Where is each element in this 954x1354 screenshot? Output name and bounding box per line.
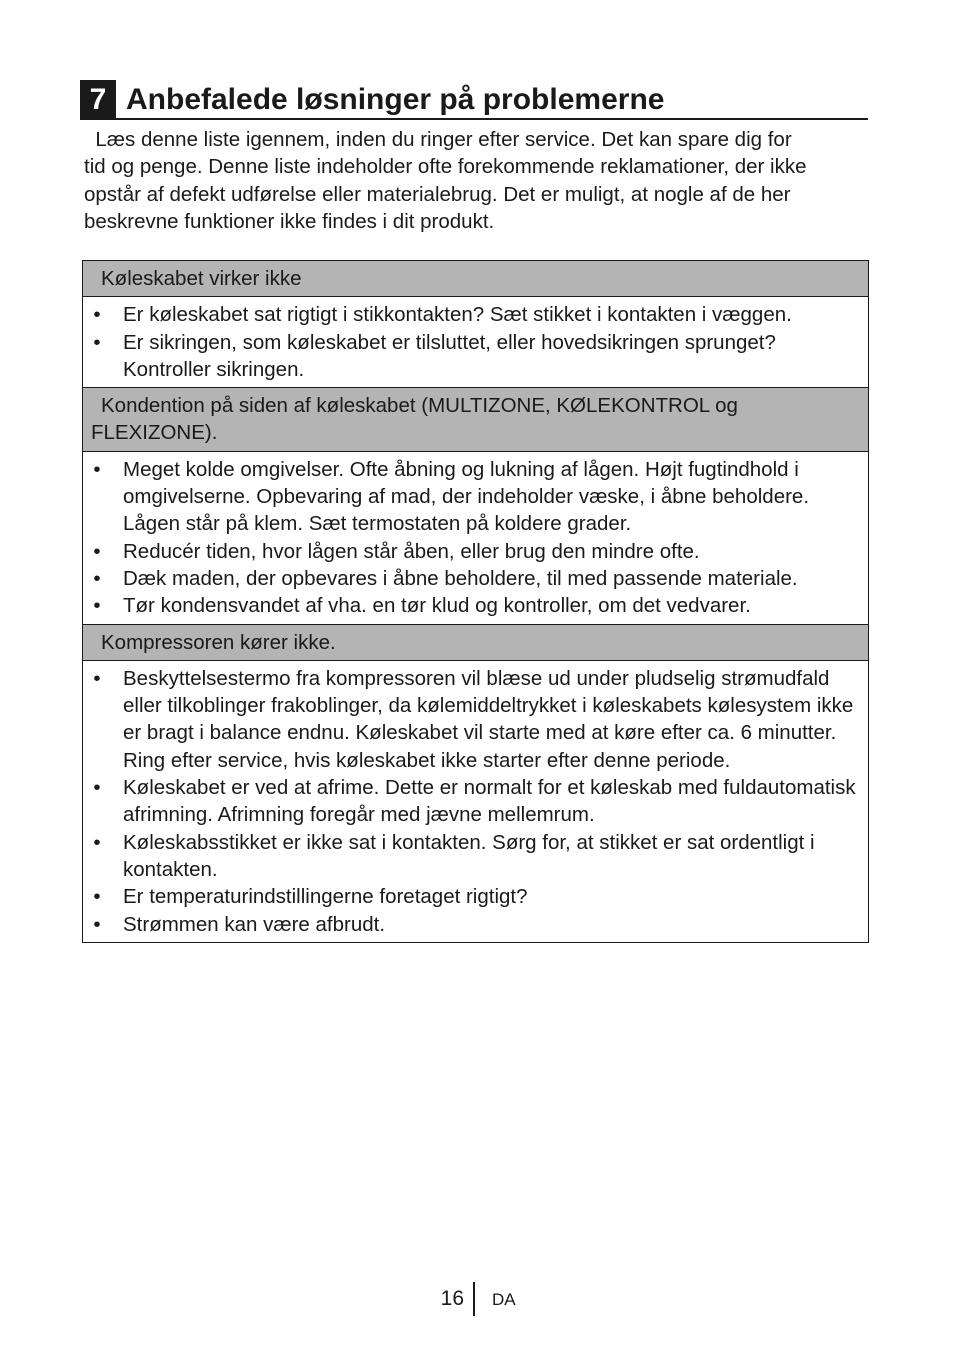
solution-text: Køleskabet er ved at afrime. Dette er normalt for et køleskab med fuldautomatisk afrimning. Afrimning foregår med jævne mellemrum.: [123, 776, 856, 827]
intro-paragraph: [84, 126, 868, 235]
intro-line: Læs denne liste igennem, inden du ringer efter service. Det kan spare dig for: [84, 128, 792, 151]
bullet-icon: •: [93, 666, 101, 690]
solution-text: Er temperaturindstillingerne foretaget rigtigt?: [123, 885, 528, 909]
bullet-icon: •: [93, 566, 101, 590]
solution-item: [83, 911, 856, 938]
bullet-icon: •: [93, 776, 101, 800]
section-title: Anbefalede løsninger på problemerne: [126, 83, 665, 116]
problem-solutions: [83, 452, 868, 625]
intro-line: beskrevne funktioner ikke findes i dit produkt.: [84, 209, 495, 233]
solution-item: [83, 456, 856, 538]
solution-text: Dæk maden, der opbevares i åbne beholdere, til med passende materiale.: [123, 566, 798, 590]
bullet-icon: •: [93, 457, 101, 481]
solution-item: [83, 301, 856, 328]
bullet-icon: •: [93, 830, 101, 854]
page-number: 16: [440, 1287, 464, 1310]
solution-list: [83, 456, 856, 620]
problem-heading: Kompressoren kører ikke.: [83, 625, 868, 661]
solution-text: Er sikringen, som køleskabet er tilsluttet, eller hovedsikringen sprunget? Kontroller sikringen.: [123, 330, 776, 381]
solution-text: Beskyttelsestermo fra kompressoren vil blæse ud under pludselig strømudfald eller tilkoblinger frakoblinger, da kølemiddeltrykket i køleskabets kølesystem ikke er bragt i balance endnu. Køleskabet vil starte med at køre efter ca. 6 minutter. Ring efter service, hvis køleskabet ikke starter efter denne periode.: [123, 666, 854, 772]
solution-item: [83, 883, 856, 910]
bullet-icon: •: [93, 912, 101, 936]
section-number-badge: 7: [80, 80, 116, 118]
solution-item: [83, 774, 856, 829]
problem-heading: Kondention på siden af køleskabet (MULTIZONE, KØLEKONTROL og FLEXIZONE).: [83, 388, 868, 452]
solution-item: [83, 329, 856, 384]
troubleshooting-table: [82, 260, 869, 943]
solution-text: Køleskabsstikket er ikke sat i kontakten. Sørg for, at stikket er sat ordentligt i kontakten.: [123, 830, 815, 881]
problem-solutions: [83, 661, 868, 942]
section-header: [80, 80, 868, 120]
solution-list: [83, 301, 856, 383]
bullet-icon: •: [93, 303, 101, 327]
solution-text: Reducér tiden, hvor lågen står åben, eller brug den mindre ofte.: [123, 539, 700, 563]
problem-heading: Køleskabet virker ikke: [83, 261, 868, 297]
problem-solutions: [83, 297, 868, 388]
solution-text: Tør kondensvandet af vha. en tør klud og kontroller, om det vedvarer.: [123, 594, 751, 618]
page-footer: [0, 1282, 954, 1316]
solution-item: [83, 538, 856, 565]
solution-text: Er køleskabet sat rigtigt i stikkontakten? Sæt stikket i kontakten i væggen.: [123, 303, 792, 327]
bullet-icon: •: [93, 885, 101, 909]
bullet-icon: •: [93, 594, 101, 618]
solution-item: [83, 829, 856, 884]
solution-list: [83, 665, 856, 938]
intro-line: opstår af defekt udførelse eller materialebrug. Det er muligt, at nogle af de her: [84, 182, 791, 206]
solution-text: Meget kolde omgivelser. Ofte åbning og lukning af lågen. Højt fugtindhold i omgivelserne. Opbevaring af mad, der indeholder væske, i åbne beholdere. Lågen står på klem. Sæt termostaten på koldere grader.: [123, 457, 810, 536]
solution-item: [83, 565, 856, 592]
solution-text: Strømmen kan være afbrudt.: [123, 912, 386, 936]
solution-item: [83, 665, 856, 774]
bullet-icon: •: [93, 539, 101, 563]
bullet-icon: •: [93, 330, 101, 354]
solution-item: [83, 592, 856, 619]
language-code: DA: [492, 1290, 516, 1309]
footer-divider: [473, 1282, 475, 1316]
intro-line: tid og penge. Denne liste indeholder ofte forekommende reklamationer, der ikke: [84, 155, 807, 179]
